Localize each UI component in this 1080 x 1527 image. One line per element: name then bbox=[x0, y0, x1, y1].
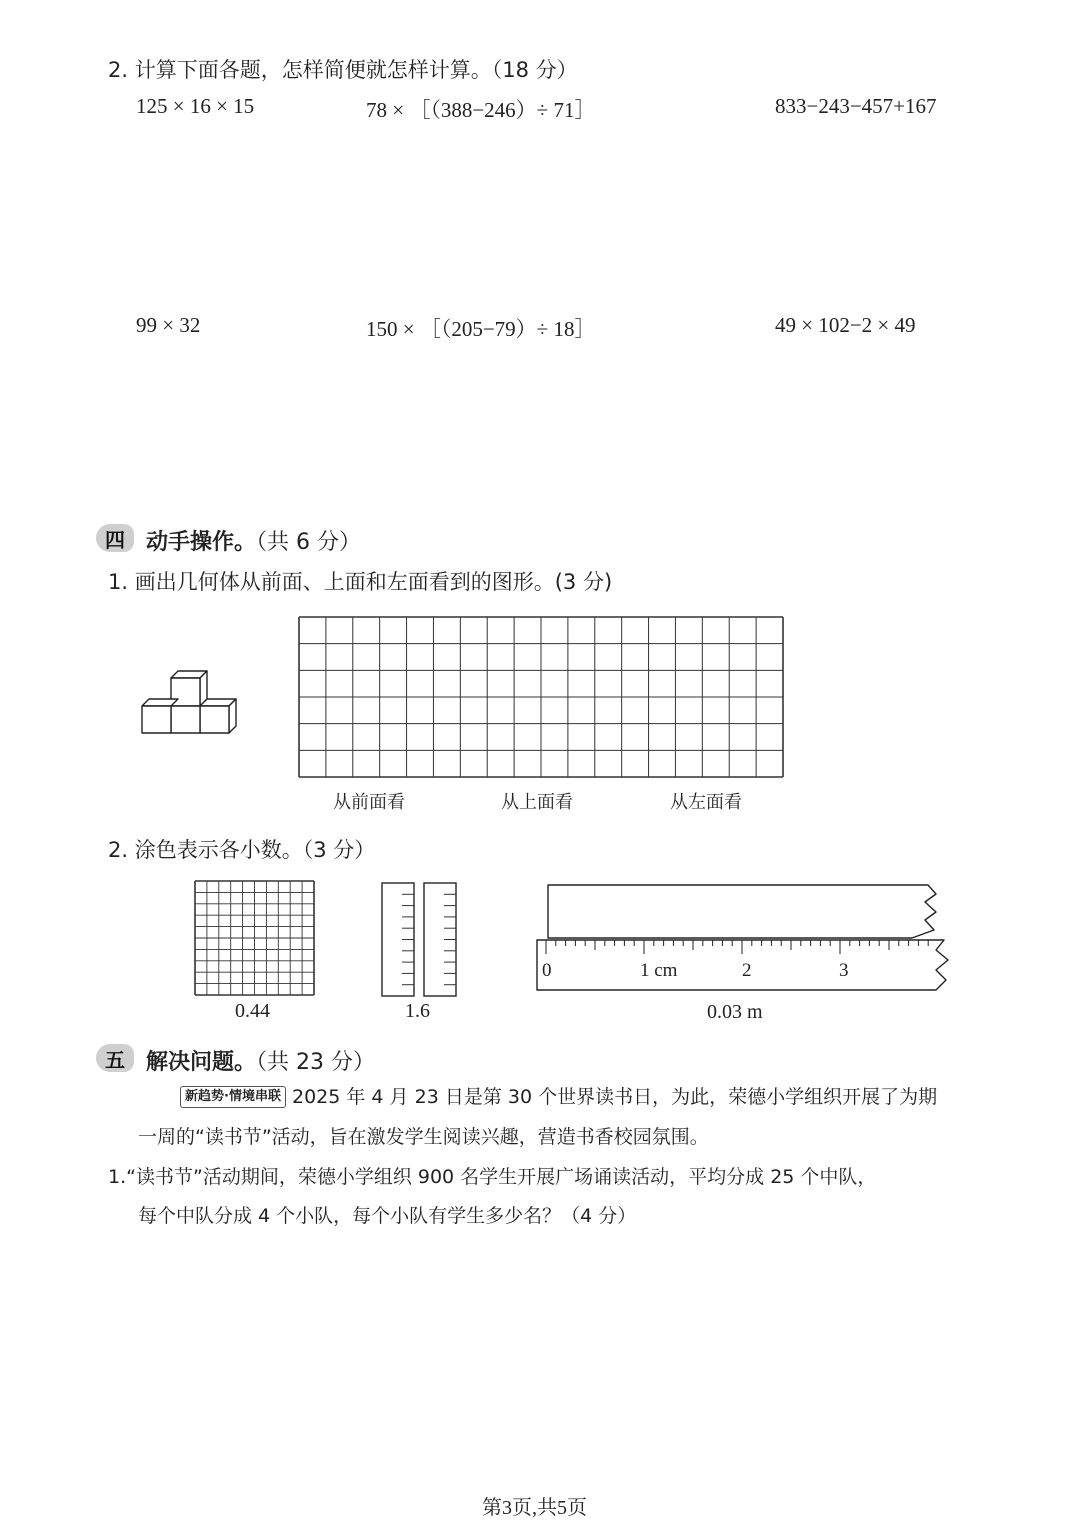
problem-text: 1.“读书节”活动期间，荣德小学组织 900 名学生开展广场诵读活动，平均分成 25 个中队， bbox=[108, 1166, 877, 1188]
expression: 125 × 16 × 15 bbox=[136, 94, 255, 118]
expression: 833−243−457+167 bbox=[775, 94, 937, 118]
bars-caption: 1.6 bbox=[405, 1000, 430, 1022]
grid-caption: 0.44 bbox=[235, 1000, 270, 1022]
page-number: 第3页,共5页 bbox=[482, 1497, 587, 1519]
problem-text: 每个中队分成 4 个小队，每个小队有学生多少名？（4 分） bbox=[138, 1205, 637, 1227]
calc-title: 2. 计算下面各题，怎样简便就怎样计算。（18 分） bbox=[108, 58, 578, 82]
section-badge: 四 bbox=[96, 524, 134, 552]
paper-strip bbox=[548, 885, 936, 938]
cube-solid-figure bbox=[130, 668, 238, 740]
question-title: 2. 涂色表示各小数。（3 分） bbox=[108, 838, 376, 862]
section-title: 解决问题。 bbox=[146, 1050, 257, 1075]
question-title: 1. 画出几何体从前面、上面和左面看到的图形。(3 分) bbox=[108, 570, 613, 594]
section-heading bbox=[146, 1045, 375, 1076]
ruler-label: 0 bbox=[542, 960, 552, 981]
intro-line: 一周的“读书节”活动，旨在激发学生阅读兴趣，营造书香校园氛围。 bbox=[138, 1126, 709, 1148]
hundred-grid[interactable] bbox=[194, 880, 316, 997]
trend-tag: 新趋势·情境串联 bbox=[180, 1086, 286, 1108]
expression: 150 × ［（205−79）÷ 18］ bbox=[366, 317, 596, 341]
view-label-left: 从左面看 bbox=[670, 792, 742, 813]
section-heading bbox=[146, 525, 361, 556]
view-label-front: 从前面看 bbox=[333, 792, 405, 813]
section-score: （共 6 分） bbox=[256, 530, 361, 555]
ruler-label: 3 bbox=[839, 960, 849, 981]
expression: 99 × 32 bbox=[136, 313, 201, 337]
ruler-figure bbox=[532, 882, 952, 994]
intro-text: 2025 年 4 月 23 日是第 30 个世界读书日，为此，荣德小学组织开展了为期 bbox=[292, 1086, 938, 1108]
section-title: 动手操作。 bbox=[146, 530, 257, 555]
drawing-grid[interactable] bbox=[298, 616, 786, 780]
view-label-top: 从上面看 bbox=[501, 792, 573, 813]
ruler-caption: 0.03 m bbox=[707, 1001, 763, 1023]
ruler-label: 2 bbox=[742, 960, 752, 981]
decimal-bars[interactable] bbox=[380, 882, 460, 998]
section-badge: 五 bbox=[96, 1044, 134, 1072]
intro-line bbox=[180, 1077, 1050, 1117]
section-score: （共 23 分） bbox=[256, 1050, 375, 1075]
expression: 49 × 102−2 × 49 bbox=[775, 313, 916, 337]
ruler-label: 1 cm bbox=[640, 960, 678, 981]
expression: 78 × ［（388−246）÷ 71］ bbox=[366, 98, 596, 122]
